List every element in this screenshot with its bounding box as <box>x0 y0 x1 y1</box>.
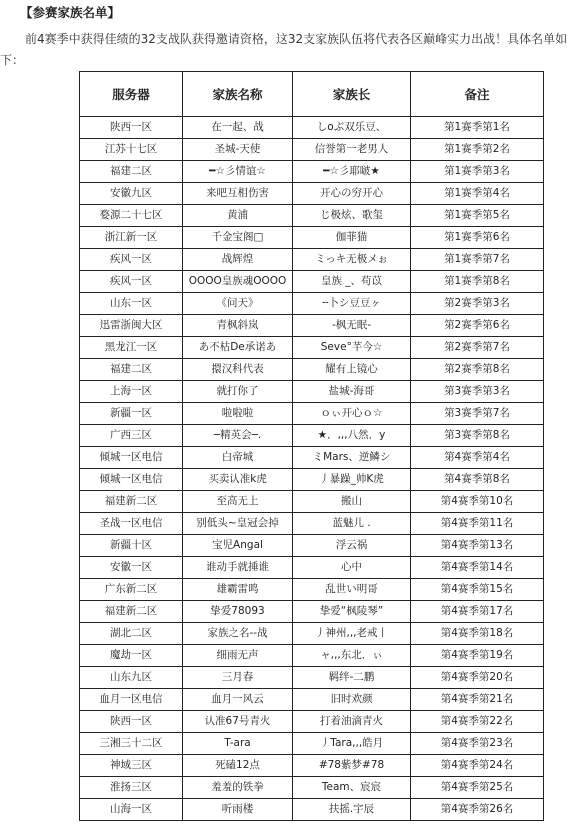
server-cell: 江苏十七区 <box>80 139 183 161</box>
table-row <box>80 579 544 601</box>
server-cell: 上海一区 <box>80 381 183 403</box>
family-name-cell: 别低头~皇冠会掉 <box>183 513 293 535</box>
table-row <box>80 403 544 425</box>
remark-cell: 第1赛季第2名 <box>411 139 544 161</box>
remark-cell: 第1赛季第1名 <box>411 117 544 139</box>
server-cell: 淮扬三区 <box>80 777 183 799</box>
family-leader-cell: 浮云祸 <box>293 535 411 557</box>
server-cell: 山东九区 <box>80 667 183 689</box>
family-name-cell: 家族之名--战 <box>183 623 293 645</box>
family-leader-cell: ミMars、逆鳞シ <box>293 447 411 469</box>
table-row <box>80 601 544 623</box>
server-cell: 倾城一区电信 <box>80 447 183 469</box>
family-name-cell: 血月一风云 <box>183 689 293 711</box>
table-row <box>80 557 544 579</box>
server-cell: 疾风一区 <box>80 271 183 293</box>
server-cell: 山海一区 <box>80 799 183 821</box>
remark-cell: 第3赛季第8名 <box>411 425 544 447</box>
server-cell: 婺源二十七区 <box>80 205 183 227</box>
remark-cell: 第1赛季第6名 <box>411 227 544 249</box>
table-row <box>80 161 544 183</box>
remark-cell: 第4赛季第8名 <box>411 469 544 491</box>
section-heading: 【参赛家族名单】 <box>20 5 121 20</box>
family-name-cell: 来吧互相伤害 <box>183 183 293 205</box>
server-cell: 魔劫一区 <box>80 645 183 667</box>
header-server: 服务器 <box>80 72 183 117</box>
family-name-cell: ─精英会─. <box>183 425 293 447</box>
server-cell: 陕西一区 <box>80 117 183 139</box>
remark-cell: 第1赛季第4名 <box>411 183 544 205</box>
family-name-cell: 细雨无声 <box>183 645 293 667</box>
header-family-leader: 家族长 <box>293 72 411 117</box>
intro-paragraph: 前4赛季中获得佳绩的32支战队获得邀请资格，这32支家族队伍将代表各区巅峰实力出战！具体名单如下： <box>0 32 568 67</box>
table-row <box>80 755 544 777</box>
family-name-cell: 买卖认准k虎 <box>183 469 293 491</box>
table-header-row <box>80 72 544 117</box>
family-name-cell: 死磕12点 <box>183 755 293 777</box>
table-row <box>80 711 544 733</box>
remark-cell: 第2赛季第6名 <box>411 315 544 337</box>
table-row <box>80 667 544 689</box>
family-leader-cell: #78紫梦#78 <box>293 755 411 777</box>
remark-cell: 第1赛季第5名 <box>411 205 544 227</box>
family-name-cell: ━☆彡情谊☆ <box>183 161 293 183</box>
table-row <box>80 513 544 535</box>
table-row <box>80 733 544 755</box>
family-leader-cell: 搬山 <box>293 491 411 513</box>
server-cell: 浙江新一区 <box>80 227 183 249</box>
remark-cell: 第3赛季第7名 <box>411 403 544 425</box>
table-row <box>80 491 544 513</box>
family-name-cell: 战辉煌 <box>183 249 293 271</box>
family-leader-cell: しoぶ双乐豆、 <box>293 117 411 139</box>
remark-cell: 第1赛季第8名 <box>411 271 544 293</box>
remark-cell: 第4赛季第15名 <box>411 579 544 601</box>
family-leader-cell: 旧时欢颜 <box>293 689 411 711</box>
family-leader-cell: 乱世い明哥 <box>293 579 411 601</box>
server-cell: 三湘三十二区 <box>80 733 183 755</box>
family-name-cell: 在一起、战 <box>183 117 293 139</box>
server-cell: 新疆十区 <box>80 535 183 557</box>
family-name-cell: 白帝城 <box>183 447 293 469</box>
table-row <box>80 535 544 557</box>
table-row <box>80 293 544 315</box>
family-leader-cell: 信誉第一老男人 <box>293 139 411 161</box>
family-name-cell: 擐汉科代表 <box>183 359 293 381</box>
family-name-cell: 羞羞的铁拳 <box>183 777 293 799</box>
family-leader-cell: 挚爱“枫陵琴” <box>293 601 411 623</box>
server-cell: 血月一区电信 <box>80 689 183 711</box>
family-leader-cell: ｏぃ开心ｏ☆ <box>293 403 411 425</box>
family-name-cell: 就打你了 <box>183 381 293 403</box>
remark-cell: 第2赛季第3名 <box>411 293 544 315</box>
table-row <box>80 469 544 491</box>
header-remark: 备注 <box>411 72 544 117</box>
family-leader-cell: 扶摇.宇辰 <box>293 799 411 821</box>
family-leader-cell: 开心の穷开心 <box>293 183 411 205</box>
family-name-cell: 宝児Angal <box>183 535 293 557</box>
table-row <box>80 271 544 293</box>
remark-cell: 第4赛季第14名 <box>411 557 544 579</box>
family-leader-cell: 丿Tara,,,皓月 <box>293 733 411 755</box>
server-cell: 新疆一区 <box>80 403 183 425</box>
server-cell: 山东一区 <box>80 293 183 315</box>
family-name-cell: 谁动手就捶谁 <box>183 557 293 579</box>
remark-cell: 第4赛季第17名 <box>411 601 544 623</box>
family-roster-table <box>79 71 544 821</box>
table-row <box>80 425 544 447</box>
remark-cell: 第4赛季第10名 <box>411 491 544 513</box>
family-leader-cell: じ极炫、歌玺 <box>293 205 411 227</box>
family-name-cell: OOOO皇族魂OOOO <box>183 271 293 293</box>
family-name-cell: 挚爱78093 <box>183 601 293 623</box>
table-row <box>80 249 544 271</box>
remark-cell: 第4赛季第23名 <box>411 733 544 755</box>
family-name-cell: T-ara <box>183 733 293 755</box>
table-row <box>80 359 544 381</box>
family-name-cell: 青枫斜岚 <box>183 315 293 337</box>
family-name-cell: 雄霸雷鸣 <box>183 579 293 601</box>
family-leader-cell: ★．,,,八然．y <box>293 425 411 447</box>
server-cell: 倾城一区电信 <box>80 469 183 491</box>
server-cell: 湖北二区 <box>80 623 183 645</box>
table-row <box>80 183 544 205</box>
remark-cell: 第4赛季第11名 <box>411 513 544 535</box>
family-leader-cell: ╌卜シ豆豆ヶ <box>293 293 411 315</box>
remark-cell: 第4赛季第13名 <box>411 535 544 557</box>
table-row <box>80 117 544 139</box>
server-cell: 安徽九区 <box>80 183 183 205</box>
family-leader-cell: 丿神州,,,老戒丨 <box>293 623 411 645</box>
server-cell: 疾风一区 <box>80 249 183 271</box>
family-name-cell: 三月春 <box>183 667 293 689</box>
remark-cell: 第4赛季第18名 <box>411 623 544 645</box>
table-row <box>80 689 544 711</box>
family-leader-cell: 皇族 _、苟苡 <box>293 271 411 293</box>
remark-cell: 第4赛季第26名 <box>411 799 544 821</box>
table-row <box>80 623 544 645</box>
family-leader-cell: 心中 <box>293 557 411 579</box>
server-cell: 神域三区 <box>80 755 183 777</box>
remark-cell: 第4赛季第21名 <box>411 689 544 711</box>
remark-cell: 第4赛季第25名 <box>411 777 544 799</box>
remark-cell: 第1赛季第7名 <box>411 249 544 271</box>
table-body <box>80 117 544 821</box>
server-cell: 安徽一区 <box>80 557 183 579</box>
table-row <box>80 381 544 403</box>
server-cell: 广西三区 <box>80 425 183 447</box>
header-family-name: 家族名称 <box>183 72 293 117</box>
family-name-cell: 《问天》 <box>183 293 293 315</box>
family-leader-cell: 盐城-海哥 <box>293 381 411 403</box>
family-leader-cell: 丿暴躁_帅K虎 <box>293 469 411 491</box>
server-cell: 黑龙江一区 <box>80 337 183 359</box>
server-cell: 福建新二区 <box>80 491 183 513</box>
table-row <box>80 337 544 359</box>
family-name-cell: 认准67号青火 <box>183 711 293 733</box>
remark-cell: 第2赛季第7名 <box>411 337 544 359</box>
family-leader-cell: 打着油滴青火 <box>293 711 411 733</box>
remark-cell: 第4赛季第24名 <box>411 755 544 777</box>
table-row <box>80 447 544 469</box>
table-row <box>80 799 544 821</box>
server-cell: 迅雷浙闽大区 <box>80 315 183 337</box>
family-leader-cell: 耀有上镜心 <box>293 359 411 381</box>
remark-cell: 第2赛季第8名 <box>411 359 544 381</box>
table-row <box>80 315 544 337</box>
remark-cell: 第1赛季第3名 <box>411 161 544 183</box>
remark-cell: 第3赛季第3名 <box>411 381 544 403</box>
server-cell: 福建二区 <box>80 359 183 381</box>
server-cell: 圣战一区电信 <box>80 513 183 535</box>
family-name-cell: あ不枯De承诺あ <box>183 337 293 359</box>
family-leader-cell: 羁绊-二鹏 <box>293 667 411 689</box>
table-row <box>80 205 544 227</box>
family-name-cell: 黄浦 <box>183 205 293 227</box>
family-name-cell: 啦啦啦 <box>183 403 293 425</box>
server-cell: 福建二区 <box>80 161 183 183</box>
remark-cell: 第4赛季第19名 <box>411 645 544 667</box>
family-name-cell: 圣城-天使 <box>183 139 293 161</box>
server-cell: 福建新二区 <box>80 601 183 623</box>
family-name-cell: 至高无上 <box>183 491 293 513</box>
server-cell: 陕西一区 <box>80 711 183 733</box>
table-row <box>80 777 544 799</box>
family-leader-cell: 蓝魅儿 . <box>293 513 411 535</box>
server-cell: 广东新二区 <box>80 579 183 601</box>
family-leader-cell: Seve°芊今☆ <box>293 337 411 359</box>
table-row <box>80 645 544 667</box>
family-name-cell: 听雨楼 <box>183 799 293 821</box>
remark-cell: 第4赛季第4名 <box>411 447 544 469</box>
family-leader-cell: ミっキ无极メぉ <box>293 249 411 271</box>
remark-cell: 第4赛季第20名 <box>411 667 544 689</box>
family-leader-cell: Team、宸宸 <box>293 777 411 799</box>
table-row <box>80 139 544 161</box>
table-row <box>80 227 544 249</box>
family-leader-cell: ャ,,,东北．ぃ <box>293 645 411 667</box>
family-leader-cell: 伽菲猫 <box>293 227 411 249</box>
family-leader-cell: ━☆彡耶啵★ <box>293 161 411 183</box>
family-leader-cell: -枫无眠- <box>293 315 411 337</box>
family-name-cell: 千金宝阁□ <box>183 227 293 249</box>
remark-cell: 第4赛季第22名 <box>411 711 544 733</box>
